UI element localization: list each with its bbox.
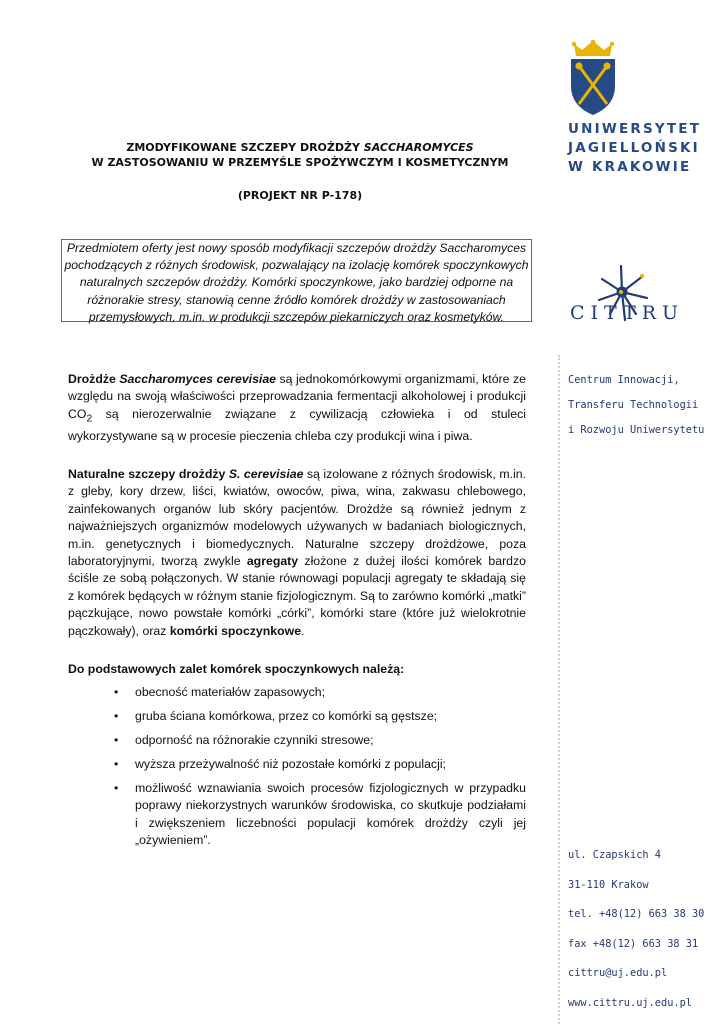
contact-website: www.cittru.uj.edu.pl [568,996,692,1009]
contact-block [568,841,704,1019]
paragraph-natural-strains: Naturalne szczepy drożdży S. cerevisiae są izolowane z różnych środowisk, m.in. z gleby, kory drzew, liści, kwiatów, owoców, piwa, wina, zakwasu chlebowego, zainfekowanych organów lub skóry pacjentów. Drożdże są również jednym z najważniejszych organizmów modelowych używanych w badaniach biologicznych, m.in. genetycznych i biomedycznych. Naturalne szczepy drożdżowe, poza laboratoryjnymi, tworzą zwykle agregaty złożone z dużej ilości komórek bardzo ściśle ze sobą połączonych. W stanie równowagi populacji agregaty te składają się z komórek będących w różnym stanie fizjologicznym. Są to zarówno komórki „matki” pączkujące, nowo powstałe komórki „córki”, komórki stare (które już wielokrotnie pączkowały), oraz komórki spoczynkowe. [68,467,526,638]
cittru-tagline: Centrum Innowacji, Transferu Technologii i Rozwoju Uniwersytetu [568,374,705,436]
sidebar-divider [558,355,560,1024]
contact-fax: fax +48(12) 663 38 31 [568,937,699,950]
paragraph-yeast-intro: Drożdże Saccharomyces cerevisiae są jednokomórkowymi organizmami, które ze względu na swoją właściwości przeprowadzania fermentacji alkoholowej i produkcji $CO_2$ są nierozerwalnie związane z cywilizacją człowieka i od stuleci wykorzystywane są w procesie pieczenia chleba czy produkcji wina i piwa. [68,372,526,443]
title-line-2: W ZASTOSOWANIU W PRZEMYŚLE SPOŻYWCZYM I KOSMETYCZNYM [91,156,509,169]
university-crest-icon [568,40,618,116]
project-number: (PROJEKT NR P-178) [237,189,363,202]
bullet-icon: • [114,757,119,771]
abstract-line: przemysłowych, m.in. w produkcji szczepów piekarniczych oraz kosmetyków. [88,309,505,324]
title-line-1: ZMODYFIKOWANE SZCZEPY DROŻDŻY SACCHAROMYCES [126,141,474,154]
bullet-icon: • [114,709,119,723]
title-italic: SACCHAROMYCES [363,141,474,154]
contact-city: 31-110 Krakow [568,878,649,891]
list-item: • wyższa przeżywalność niż pozostałe komórki z populacji; [68,756,526,773]
document-title [60,140,540,203]
list-item: • obecność materiałów zapasowych; [68,684,526,701]
list-item: • gruba ściana komórkowa, przez co komórki są gęstsze; [68,708,526,725]
abstract-line: Przedmiotem oferty jest nowy sposób modyfikacji szczepów drożdży Saccharomyces [66,241,527,255]
abstract-line: różnorakie stresy, stanowią cenne źródło komórek drożdży w zastosowaniach [87,292,506,307]
bullet-icon: • [114,781,119,795]
abstract-line: naturalnych szczepów drożdży. Komórki spoczynkowe, jako bardziej odporne na [79,275,514,290]
university-name: UNIWERSYTET JAGIELLOŃSKI W KRAKOWIE [568,121,702,175]
bullet-icon: • [114,733,119,747]
contact-street: ul. Czapskich 4 [568,849,661,861]
contact-email: cittru@uj.edu.pl [568,967,668,980]
cittru-logo-text: CITTRU [570,302,685,324]
advantages-list [68,684,526,856]
advantages-heading: Do podstawowych zalet komórek spoczynkowych należą: [68,662,405,676]
list-item: • odporność na różnorakie czynniki stresowe; [68,732,526,749]
abstract-line: pochodzących z różnych środowisk, pozwalający na izolację komórek spoczynkowych [64,258,529,273]
list-item: • możliwość wznawiania swoich procesów fizjologicznych w przypadku poprawy niekorzystnych warunków środowiska, co skutkuje podziałami i zwiększeniem liczebności populacji komórek drożdży czyli jej „ożywieniem”. [114,781,526,848]
contact-phone: tel. +48(12) 663 38 30 [568,908,705,921]
abstract-box [61,239,532,322]
bullet-icon: • [114,685,119,699]
